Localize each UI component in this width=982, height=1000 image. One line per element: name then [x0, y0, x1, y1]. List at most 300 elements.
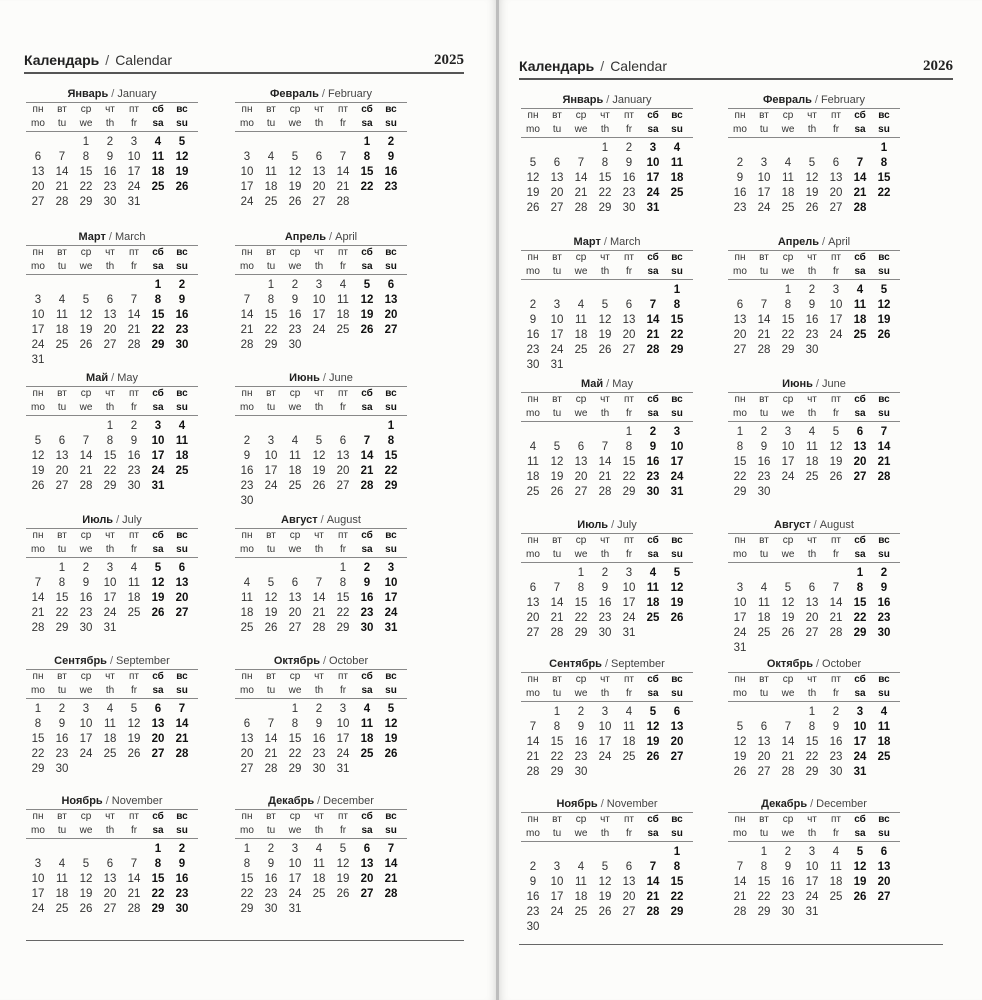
day-cell: 15: [670, 876, 684, 888]
month-name-en: May: [612, 378, 634, 390]
day-cell: 4: [339, 279, 347, 291]
weekday-header-en: [26, 117, 198, 132]
day-cell: 5: [529, 157, 537, 169]
day-cell: 18: [175, 450, 189, 462]
weekday-label: fr: [130, 402, 138, 413]
day-cell: 5: [649, 706, 657, 718]
day-cell: 7: [649, 861, 657, 873]
day-cell: 7: [267, 718, 275, 730]
day-cell: 24: [384, 607, 398, 619]
weekday-label: сб: [854, 252, 866, 263]
weekday-label: чт: [807, 535, 817, 546]
day-cell: 18: [646, 597, 660, 609]
day-cell: 3: [553, 299, 561, 311]
day-cell: 17: [79, 733, 93, 745]
weekday-label: ср: [289, 811, 301, 822]
day-cell: 30: [757, 486, 771, 498]
weekday-header-en: [26, 401, 198, 416]
weekday-label: th: [807, 549, 817, 560]
weekday-label: sa: [152, 544, 164, 555]
page-2026: [499, 0, 982, 1000]
weekday-label: пт: [831, 674, 841, 685]
day-grid: [26, 842, 198, 917]
day-cell: 28: [264, 763, 278, 775]
day-cell: 19: [360, 309, 374, 321]
day-cell: 16: [103, 166, 117, 178]
day-cell: 24: [805, 891, 819, 903]
day-cell: 20: [384, 309, 398, 321]
day-cell: 2: [315, 703, 323, 715]
day-cell: 6: [529, 582, 537, 594]
weekday-header-ru: [26, 386, 198, 401]
weekday-label: вт: [552, 394, 562, 405]
day-cell: 2: [178, 279, 186, 291]
day-cell: 26: [264, 622, 278, 634]
day-cell: 6: [736, 299, 744, 311]
day-cell: 11: [877, 721, 891, 733]
day-cell: 2: [130, 420, 138, 432]
day-cell: 8: [387, 435, 395, 447]
weekday-label: сб: [152, 388, 164, 399]
month-name-ru: Июль: [577, 519, 609, 531]
day-cell: 4: [832, 846, 840, 858]
day-cell: 15: [360, 166, 374, 178]
weekday-label: вс: [176, 104, 188, 115]
day-cell: 13: [336, 450, 350, 462]
weekday-label: вт: [552, 535, 562, 546]
day-cell: 11: [56, 309, 68, 321]
day-cell: 11: [241, 592, 253, 604]
month-name-ru: Май: [85, 372, 109, 384]
month-name-separator: /: [813, 519, 817, 531]
day-cell: 16: [757, 456, 771, 468]
day-cell: 26: [550, 486, 564, 498]
day-grid: [26, 278, 198, 368]
weekday-header-ru: [235, 809, 407, 824]
weekday-label: пт: [831, 252, 841, 263]
weekday-label: su: [176, 402, 188, 413]
weekday-label: mo: [240, 402, 254, 413]
day-cell: 6: [178, 562, 186, 574]
weekday-header-ru: [235, 102, 407, 117]
weekday-label: fr: [130, 685, 138, 696]
weekday-label: пн: [241, 104, 253, 115]
day-cell: 23: [805, 329, 819, 341]
day-cell: 2: [291, 279, 299, 291]
day-cell: 28: [550, 627, 564, 639]
month-title: [728, 92, 900, 108]
weekday-header-en: [521, 548, 693, 563]
day-cell: 11: [56, 873, 68, 885]
weekday-label: we: [79, 685, 93, 696]
weekday-label: пт: [129, 247, 139, 258]
day-cell: 10: [384, 577, 398, 589]
weekday-label: th: [600, 549, 610, 560]
day-cell: 10: [79, 718, 93, 730]
day-cell: 10: [151, 435, 165, 447]
weekday-label: mo: [733, 124, 747, 135]
day-cell: 6: [625, 861, 633, 873]
day-cell: 23: [264, 888, 278, 900]
day-cell: 8: [736, 441, 744, 453]
day-cell: 7: [784, 721, 792, 733]
day-cell: 9: [291, 294, 299, 306]
day-cell: 23: [598, 612, 612, 624]
day-cell: 14: [240, 309, 254, 321]
day-cell: 8: [808, 721, 816, 733]
weekday-label: tu: [266, 261, 276, 272]
day-cell: 30: [526, 921, 540, 933]
weekday-label: пн: [527, 394, 539, 405]
day-cell: 21: [598, 471, 612, 483]
day-cell: 27: [622, 344, 636, 356]
weekday-label: вт: [266, 104, 276, 115]
day-cell: 1: [880, 142, 888, 154]
day-cell: 8: [673, 299, 681, 311]
day-cell: 23: [127, 465, 141, 477]
weekday-header-ru: [26, 245, 198, 260]
day-cell: 29: [103, 480, 117, 492]
day-cell: 23: [829, 751, 843, 763]
day-cell: 17: [312, 309, 326, 321]
day-cell: 9: [649, 441, 657, 453]
month-december: [728, 796, 900, 920]
weekday-label: su: [176, 685, 188, 696]
weekday-label: пн: [32, 247, 44, 258]
day-cell: 13: [622, 876, 636, 888]
weekday-label: вс: [176, 247, 188, 258]
day-cell: 20: [240, 748, 254, 760]
weekday-label: we: [781, 688, 795, 699]
day-cell: 20: [805, 612, 819, 624]
day-cell: 10: [853, 721, 867, 733]
day-cell: 16: [526, 891, 540, 903]
weekday-label: пн: [734, 814, 746, 825]
day-cell: 4: [880, 706, 888, 718]
day-cell: 19: [853, 876, 867, 888]
day-cell: 19: [805, 187, 819, 199]
day-cell: 3: [856, 706, 864, 718]
day-cell: 16: [240, 465, 254, 477]
day-cell: 12: [646, 721, 660, 733]
day-cell: 23: [384, 181, 398, 193]
day-cell: 26: [805, 202, 819, 214]
day-cell: 20: [622, 329, 636, 341]
weekday-label: сб: [361, 388, 373, 399]
month-name-ru: Декабрь: [268, 795, 315, 807]
day-cell: 30: [781, 906, 795, 918]
day-cell: 25: [240, 622, 254, 634]
day-cell: 22: [79, 181, 93, 193]
day-cell: 16: [127, 450, 141, 462]
day-cell: 5: [363, 279, 371, 291]
month-november: [521, 796, 693, 935]
weekday-label: tu: [552, 408, 562, 419]
weekday-label: fr: [832, 408, 840, 419]
day-cell: 21: [853, 187, 867, 199]
day-cell: 20: [55, 465, 69, 477]
header-subtitle: Calendar: [115, 52, 173, 68]
day-cell: 12: [288, 166, 302, 178]
day-cell: 3: [106, 562, 114, 574]
day-cell: 13: [622, 314, 636, 326]
day-cell: 9: [625, 157, 633, 169]
day-cell: 24: [127, 181, 141, 193]
weekday-label: su: [385, 544, 397, 555]
day-cell: 15: [240, 873, 254, 885]
day-cell: 21: [127, 324, 141, 336]
day-cell: 12: [853, 861, 867, 873]
day-cell: 3: [34, 858, 42, 870]
day-cell: 17: [264, 465, 278, 477]
day-cell: 7: [387, 843, 395, 855]
weekday-label: сб: [361, 811, 373, 822]
day-cell: 19: [733, 751, 747, 763]
weekday-header-ru: [521, 108, 693, 123]
weekday-label: пн: [241, 671, 253, 682]
weekday-label: сб: [647, 674, 659, 685]
weekday-label: сб: [854, 535, 866, 546]
day-cell: 14: [55, 166, 69, 178]
day-cell: 15: [670, 314, 684, 326]
weekday-label: пт: [624, 394, 634, 405]
day-cell: 13: [574, 456, 588, 468]
day-cell: 22: [781, 329, 795, 341]
weekday-header-en: [521, 123, 693, 138]
weekday-label: пн: [241, 247, 253, 258]
day-cell: 20: [550, 187, 564, 199]
day-cell: 16: [288, 309, 302, 321]
weekday-label: ср: [80, 104, 92, 115]
day-cell: 10: [264, 450, 278, 462]
month-name-ru: Декабрь: [761, 798, 808, 810]
day-cell: 19: [781, 612, 795, 624]
day-cell: 12: [264, 592, 278, 604]
weekday-header-en: [235, 684, 407, 699]
weekday-label: tu: [759, 688, 769, 699]
day-cell: 25: [264, 196, 278, 208]
day-cell: 15: [877, 172, 891, 184]
day-cell: 29: [670, 906, 684, 918]
weekday-label: su: [671, 549, 683, 560]
day-cell: 24: [103, 607, 117, 619]
weekday-label: fr: [130, 118, 138, 129]
day-cell: 7: [649, 299, 657, 311]
weekday-label: вт: [266, 811, 276, 822]
weekday-label: ср: [575, 252, 587, 263]
weekday-header-ru: [728, 812, 900, 827]
month-title: [521, 92, 693, 108]
day-cell: 21: [646, 329, 660, 341]
day-cell: 11: [104, 718, 116, 730]
weekday-label: tu: [57, 544, 67, 555]
day-cell: 12: [598, 876, 612, 888]
weekday-label: сб: [854, 110, 866, 121]
weekday-label: ср: [782, 535, 794, 546]
day-cell: 13: [550, 172, 564, 184]
weekday-label: th: [314, 118, 324, 129]
weekday-label: вс: [878, 674, 890, 685]
weekday-label: mo: [31, 825, 45, 836]
weekday-label: we: [574, 266, 588, 277]
weekday-label: ср: [289, 388, 301, 399]
month-name-en: December: [816, 798, 867, 810]
day-cell: 22: [55, 607, 69, 619]
weekday-label: sa: [647, 124, 659, 135]
day-cell: 31: [853, 766, 867, 778]
month-name-en: July: [617, 519, 637, 531]
day-cell: 2: [387, 136, 395, 148]
weekday-label: fr: [625, 549, 633, 560]
weekday-header-en: [728, 827, 900, 842]
weekday-header-ru: [235, 245, 407, 260]
day-cell: 11: [806, 441, 818, 453]
weekday-label: tu: [552, 688, 562, 699]
month-name-en: September: [611, 658, 665, 670]
day-cell: 18: [805, 456, 819, 468]
day-cell: 30: [175, 903, 189, 915]
day-cell: 24: [622, 612, 636, 624]
weekday-label: mo: [240, 544, 254, 555]
weekday-label: mo: [31, 118, 45, 129]
day-cell: 14: [384, 858, 398, 870]
weekday-label: пт: [129, 671, 139, 682]
weekday-label: fr: [625, 266, 633, 277]
day-cell: 13: [670, 721, 684, 733]
day-cell: 16: [829, 736, 843, 748]
weekday-label: tu: [266, 118, 276, 129]
weekday-label: чт: [600, 674, 610, 685]
weekday-header-en: [235, 401, 407, 416]
weekday-label: вс: [385, 811, 397, 822]
month-title: [26, 793, 198, 809]
day-cell: 19: [670, 597, 684, 609]
day-cell: 2: [267, 843, 275, 855]
day-cell: 5: [856, 846, 864, 858]
weekday-label: su: [878, 828, 890, 839]
day-cell: 7: [760, 299, 768, 311]
day-cell: 20: [288, 607, 302, 619]
weekday-label: mo: [31, 261, 45, 272]
day-cell: 6: [58, 435, 66, 447]
weekday-label: чт: [314, 247, 324, 258]
day-cell: 10: [805, 861, 819, 873]
day-cell: 1: [673, 284, 681, 296]
day-cell: 28: [526, 766, 540, 778]
day-cell: 6: [553, 157, 561, 169]
month-name-ru: Октябрь: [273, 655, 320, 667]
weekday-label: sa: [361, 544, 373, 555]
day-cell: 27: [288, 622, 302, 634]
weekday-label: ср: [289, 530, 301, 541]
day-grid: [521, 425, 693, 500]
day-cell: 6: [856, 426, 864, 438]
day-cell: 19: [526, 187, 540, 199]
day-cell: 19: [829, 456, 843, 468]
day-grid: [26, 702, 198, 777]
weekday-label: пн: [527, 814, 539, 825]
month-name-en: March: [114, 231, 146, 243]
weekday-label: ср: [575, 535, 587, 546]
weekday-label: вт: [759, 110, 769, 121]
weekday-label: пт: [129, 388, 139, 399]
day-cell: 1: [736, 426, 744, 438]
day-cell: 13: [288, 592, 302, 604]
weekday-label: вт: [266, 247, 276, 258]
day-cell: 21: [55, 181, 69, 193]
weekday-label: сб: [361, 247, 373, 258]
month-title: [521, 796, 693, 812]
day-cell: 31: [103, 622, 117, 634]
weekday-label: пн: [734, 110, 746, 121]
weekday-label: mo: [240, 261, 254, 272]
day-cell: 28: [574, 202, 588, 214]
month-july: [26, 512, 198, 636]
weekday-label: пт: [338, 671, 348, 682]
day-cell: 2: [529, 299, 537, 311]
day-cell: 27: [151, 748, 165, 760]
day-cell: 4: [154, 136, 162, 148]
day-cell: 7: [832, 582, 840, 594]
weekday-label: вт: [552, 110, 562, 121]
day-cell: 22: [757, 891, 771, 903]
day-cell: 9: [577, 721, 585, 733]
day-cell: 18: [55, 888, 69, 900]
month-name-en: October: [822, 658, 862, 670]
day-cell: 21: [312, 607, 326, 619]
month-name-ru: Июнь: [782, 378, 813, 390]
day-cell: 30: [55, 763, 69, 775]
day-cell: 3: [673, 426, 681, 438]
month-november: [26, 793, 198, 917]
day-cell: 11: [670, 157, 684, 169]
day-cell: 6: [154, 703, 162, 715]
day-cell: 10: [781, 441, 795, 453]
day-cell: 17: [127, 166, 141, 178]
day-cell: 28: [384, 888, 398, 900]
day-cell: 10: [103, 577, 117, 589]
weekday-label: чт: [807, 814, 817, 825]
day-cell: 1: [82, 136, 90, 148]
day-cell: 8: [154, 294, 162, 306]
day-cell: 30: [829, 766, 843, 778]
day-cell: 23: [622, 187, 636, 199]
day-cell: 4: [130, 562, 138, 574]
day-cell: 31: [646, 202, 660, 214]
day-cell: 28: [31, 622, 45, 634]
day-grid: [521, 845, 693, 935]
day-cell: 23: [646, 471, 660, 483]
header-separator: /: [105, 52, 110, 68]
day-cell: 11: [575, 314, 587, 326]
day-cell: 26: [646, 751, 660, 763]
day-cell: 1: [58, 562, 66, 574]
day-grid: [728, 141, 900, 216]
weekday-label: mo: [526, 688, 540, 699]
month-name-en: April: [335, 231, 358, 243]
day-cell: 1: [625, 426, 633, 438]
header-title: Календарь: [519, 58, 595, 74]
day-cell: 19: [312, 465, 326, 477]
day-cell: 10: [550, 314, 564, 326]
day-cell: 19: [598, 891, 612, 903]
weekday-label: пн: [734, 252, 746, 263]
weekday-label: пт: [338, 104, 348, 115]
day-cell: 29: [151, 903, 165, 915]
day-cell: 21: [336, 181, 350, 193]
weekday-label: вс: [176, 530, 188, 541]
day-cell: 8: [784, 299, 792, 311]
